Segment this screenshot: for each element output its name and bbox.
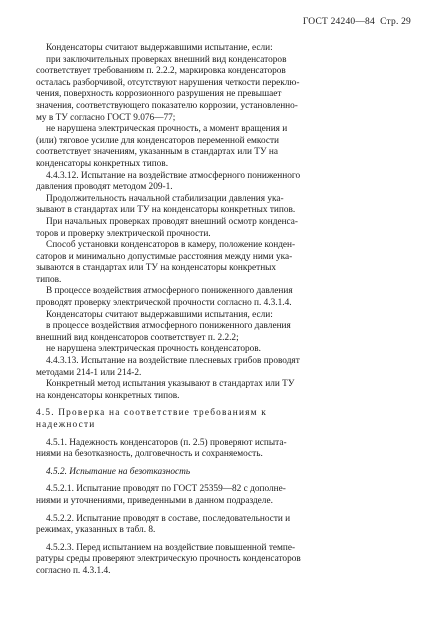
text-line: ниями и уточнениями, приведенными в данном подразделе.: [36, 495, 273, 506]
text-line: 4.5.2.1. Испытание проводят по ГОСТ 25359—82 с дополне-: [46, 484, 286, 495]
text-line: Продолжительность начальной стабилизации давления ука-: [46, 193, 284, 204]
text-line: конденсаторы конкретных типов.: [36, 158, 169, 169]
section-heading: 4.5.2. Испытание на безотказность: [46, 466, 191, 477]
text-line: в процессе воздействия атмосферного пониженного давления: [46, 321, 291, 332]
text-line: (или) тяговое усилие для конденсаторов переменной емкости: [36, 135, 279, 146]
text-line: ниями на безотказность, долговечность и сохраняемость.: [36, 449, 263, 460]
text-line: зываются в стандартах или ТУ на конденсаторы конкретных: [36, 263, 277, 274]
text-line: саторов и минимально допустимые расстояния между ними ука-: [36, 251, 293, 262]
text-line: Конденсаторы считают выдержавшими испытания, если:: [46, 309, 273, 320]
text-line: зывают в стандартах или ТУ на конденсаторы конкретных типов.: [36, 205, 296, 216]
text-line: осталась разборчивой, отсутствуют нарушения четкости переклю-: [36, 77, 300, 88]
text-line: 4.5.2.3. Перед испытанием на воздействие повышенной темпе-: [46, 542, 296, 553]
text-line: согласно п. 4.3.1.4.: [36, 565, 111, 576]
section-heading: 4.4.3.13. Испытание на воздействие плесневых грибов проводят: [46, 356, 300, 367]
text-line: Конденсаторы считают выдержавшими испытание, если:: [46, 43, 273, 53]
text-line: ратуры среды проверяют электрическую прочность конденсаторов: [36, 554, 301, 565]
standard-number: ГОСТ 24240—84: [302, 17, 375, 27]
text-line: не нарушена электрическая прочность, а момент вращения и: [46, 124, 288, 135]
text-line: торов и проверку электрической прочности.: [36, 228, 211, 239]
text-line: проводят проверку электрической прочности согласно п. 4.3.1.4.: [36, 298, 292, 309]
text-line: внешний вид конденсаторов соответствует п. 2.2.2;: [36, 332, 239, 343]
text-line: на конденсаторы конкретных типов.: [36, 390, 180, 401]
text-line: режимах, указанных в табл. 8.: [36, 525, 156, 536]
text-line: соответствует требованиям п. 2.2.2, маркировка конденсаторов: [36, 66, 286, 77]
text-line: му в ТУ согласно ГОСТ 9.076—77;: [36, 112, 176, 123]
text-line: не нарушена электрическая прочность конденсаторов.: [46, 344, 261, 355]
text-line: В процессе воздействия атмосферного пониженного давления: [46, 286, 293, 297]
text-line: 4.5.1. Надежность конденсаторов (п. 2.5) проверяют испыта-: [46, 437, 287, 448]
section-heading: 4.4.3.12. Испытание на воздействие атмосферного пониженного: [46, 170, 301, 181]
text-line: Конкретный метод испытания указывают в стандартах или ТУ: [46, 379, 295, 390]
text-line: 4.5.2.2. Испытание проводят в составе, последовательности и: [46, 513, 291, 524]
section-heading: 4.5. Проверка на соответствие требованиям к: [36, 408, 267, 419]
text-line: методами 214-1 или 214-2.: [36, 367, 142, 378]
text-line: при заключительных проверках внешний вид конденсаторов: [46, 54, 287, 65]
text-line: значения, соответствующего показателю коррозии, установленно-: [36, 100, 298, 111]
text-line: типов.: [36, 274, 62, 285]
section-heading: надежности: [36, 420, 96, 430]
text-line: При начальных проверках проводят внешний осмотр конденса-: [46, 216, 299, 227]
text-line: Способ установки конденсаторов в камеру, положение конден-: [46, 240, 296, 251]
text-line: давления проводят методом 209-1.: [36, 182, 173, 193]
page-header: [303, 17, 411, 27]
page-number: Стр. 29: [380, 17, 411, 27]
document-body: [36, 43, 408, 578]
text-line: соответствует значениям, указанным в стандартах или ТУ на: [36, 147, 278, 158]
text-line: чения, поверхность коррозионного разрушения не превышает: [36, 89, 282, 100]
